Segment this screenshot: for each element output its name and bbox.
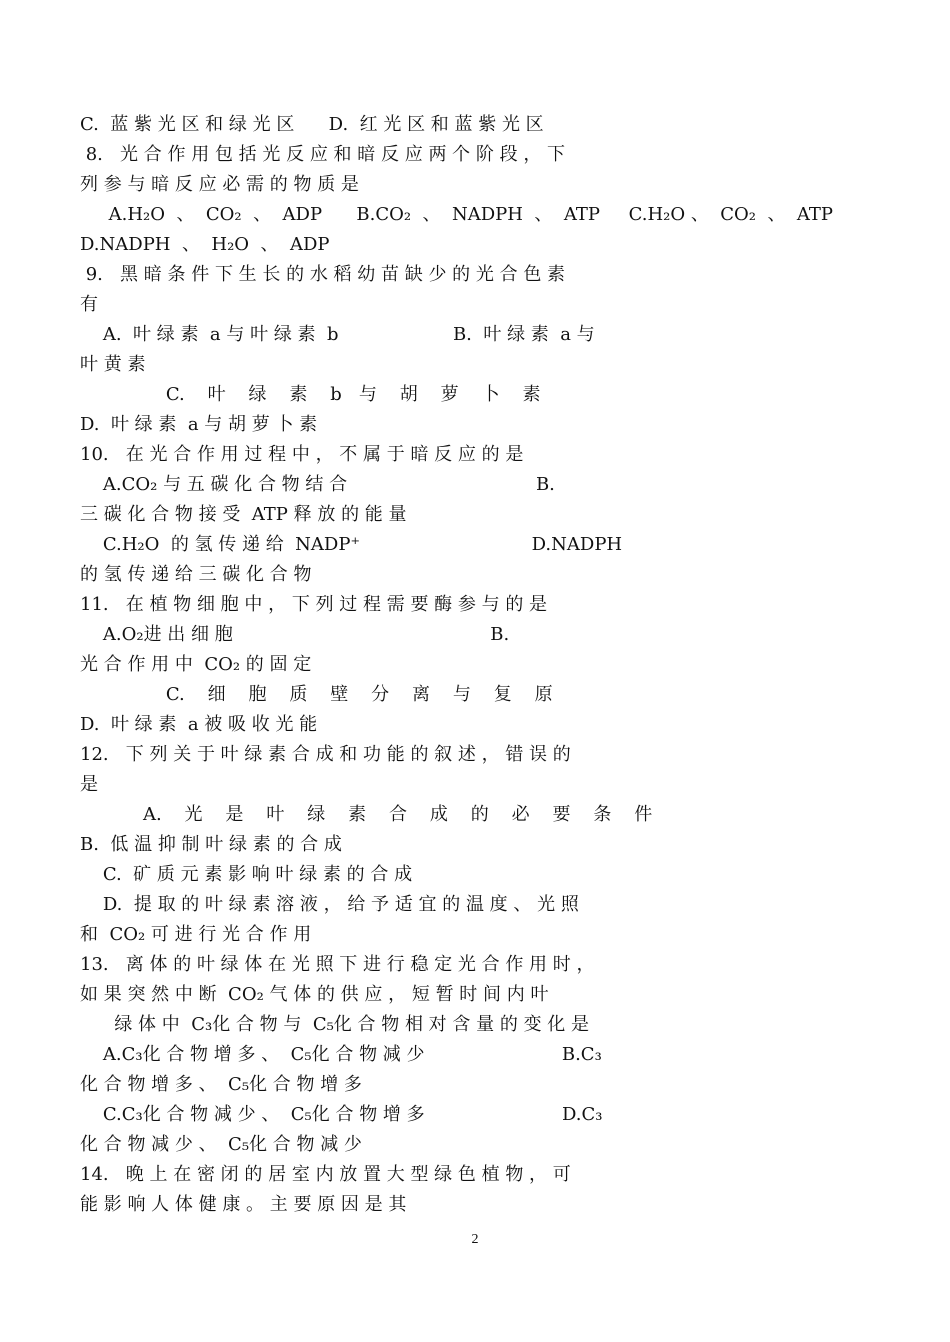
text-line: D. 提 取 的 叶 绿 素 溶 液 ， 给 予 适 宜 的 温 度 、 光 照: [80, 894, 579, 915]
text-line: 有: [80, 294, 98, 315]
text-line: C. 细 胞 质 壁 分 离 与 复 原: [80, 684, 553, 705]
text-line: 三 碳 化 合 物 接 受 ATP 释 放 的 能 量: [80, 504, 407, 525]
text-line: C.C₃化 合 物 减 少 、 C₅化 合 物 增 多 D.C₃: [80, 1104, 603, 1125]
text-line: 12. 下 列 关 于 叶 绿 素 合 成 和 功 能 的 叙 述 ， 错 误 的: [80, 744, 571, 765]
text-line: A. 叶 绿 素 a 与 叶 绿 素 b B. 叶 绿 素 a 与: [80, 324, 595, 345]
text-line: D.NADPH 、 H₂O 、 ADP: [80, 234, 330, 255]
text-line: 化 合 物 减 少 、 C₅化 合 物 减 少: [80, 1134, 362, 1155]
text-line: C.H₂O 的 氢 传 递 给 NADP⁺ D.NADPH: [80, 534, 623, 555]
text-line: D. 叶 绿 素 a 与 胡 萝 卜 素: [80, 414, 318, 435]
text-line: 是: [80, 774, 98, 795]
text-line: 11. 在 植 物 细 胞 中 ， 下 列 过 程 需 要 酶 参 与 的 是: [80, 594, 548, 615]
text-line: 和 CO₂ 可 进 行 光 合 作 用: [80, 924, 312, 945]
text-line: 14. 晚 上 在 密 闭 的 居 室 内 放 置 大 型 绿 色 植 物 ， 可: [80, 1164, 571, 1185]
text-line: 绿 体 中 C₃化 合 物 与 C₅化 合 物 相 对 含 量 的 变 化 是: [80, 1014, 590, 1035]
text-line: 13. 离 体 的 叶 绿 体 在 光 照 下 进 行 稳 定 光 合 作 用 时 ，: [80, 954, 595, 975]
text-line: 光 合 作 用 中 CO₂ 的 固 定: [80, 654, 312, 675]
text-line: 8. 光 合 作 用 包 括 光 反 应 和 暗 反 应 两 个 阶 段 ， 下: [80, 144, 566, 165]
text-line: A.H₂O 、 CO₂ 、 ADP B.CO₂ 、 NADPH 、 ATP C.H₂O 、 CO₂ 、 ATP: [80, 204, 834, 225]
text-line: A. 光 是 叶 绿 素 合 成 的 必 要 条 件: [80, 804, 653, 825]
text-line: 如 果 突 然 中 断 CO₂ 气 体 的 供 应 ， 短 暂 时 间 内 叶: [80, 984, 549, 1005]
text-line: C. 蓝 紫 光 区 和 绿 光 区 D. 红 光 区 和 蓝 紫 光 区: [80, 114, 544, 135]
text-line: A.C₃化 合 物 增 多 、 C₅化 合 物 减 少 B.C₃: [80, 1044, 602, 1065]
text-line: B. 低 温 抑 制 叶 绿 素 的 合 成: [80, 834, 342, 855]
text-line: C. 叶 绿 素 b 与 胡 萝 卜 素: [80, 384, 541, 405]
text-line: C. 矿 质 元 素 影 响 叶 绿 素 的 合 成: [80, 864, 413, 885]
text-line: D. 叶 绿 素 a 被 吸 收 光 能: [80, 714, 318, 735]
text-line: 9. 黑 暗 条 件 下 生 长 的 水 稻 幼 苗 缺 少 的 光 合 色 素: [80, 264, 566, 285]
text-line: 的 氢 传 递 给 三 碳 化 合 物: [80, 564, 312, 585]
text-line: 能 影 响 人 体 健 康 。 主 要 原 因 是 其: [80, 1194, 407, 1215]
text-line: A.CO₂ 与 五 碳 化 合 物 结 合 B.: [80, 474, 555, 495]
page-number: 2: [471, 1232, 479, 1247]
text-line: 10. 在 光 合 作 用 过 程 中 ， 不 属 于 暗 反 应 的 是: [80, 444, 524, 465]
text-line: 化 合 物 增 多 、 C₅化 合 物 增 多: [80, 1074, 362, 1095]
text-line: 叶 黄 素: [80, 354, 146, 375]
text-line: A.O₂进 出 细 胞 B.: [80, 624, 510, 645]
text-line: 列 参 与 暗 反 应 必 需 的 物 质 是: [80, 174, 359, 195]
